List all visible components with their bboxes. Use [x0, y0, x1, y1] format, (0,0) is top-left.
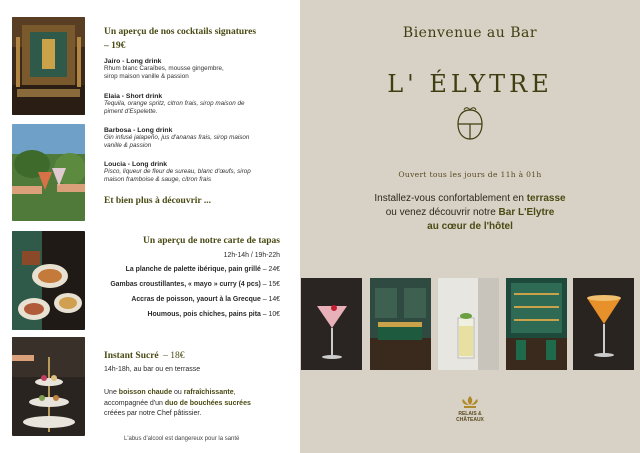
sucre-description: [104, 388, 294, 420]
menu-left-panel: [0, 0, 300, 453]
cocktail-item: [104, 58, 294, 81]
beetle-emblem-icon: [454, 106, 486, 142]
cocktail-desc: sirop maison vanille & passion: [104, 73, 189, 80]
cocktail-title: Loucia - Long drink: [104, 161, 168, 168]
pastry-photo: [12, 337, 85, 436]
cocktail-title: Jairo - Long drink: [104, 58, 162, 65]
tapas-row: [147, 311, 280, 318]
cocktail-toast-photo: [12, 124, 85, 221]
tapas-price: – 15€: [262, 281, 280, 288]
orange-cocktail-photo: [573, 278, 634, 370]
cocktail-desc: Gin infusé jalapeño, jus d'ananas frais, sirop maison: [104, 134, 250, 141]
sucre-hours: 14h-18h, au bar ou en terrasse: [104, 366, 201, 373]
cocktails-price: – 19€: [104, 41, 126, 51]
chateaux-text: CHÂTEAUX: [456, 417, 484, 423]
welcome-text-line: ou venez découvrir notre: [385, 207, 499, 218]
tapas-row: [126, 266, 280, 273]
tapas-heading: Un aperçu de notre carte de tapas: [142, 236, 280, 246]
cocktail-desc: Rhum blanc Caraïbes, mousse gingembre,: [104, 65, 224, 72]
welcome-highlight: terrasse: [526, 193, 566, 204]
sucre-title: Instant Sucré: [104, 351, 159, 361]
lounge-photo: [370, 278, 431, 370]
cocktail-item: [104, 127, 294, 150]
cocktail-desc: maison framboise & sauge, citron frais: [104, 176, 212, 183]
welcome-highlight: Bar L'Elytre: [498, 207, 555, 218]
tapas-name: Gambas croustillantes, « mayo » curry (4 pcs): [110, 281, 261, 288]
tapas-price: – 14€: [262, 296, 280, 303]
cocktail-item: [104, 161, 294, 184]
relais-chateaux-logo: [300, 411, 640, 423]
cocktail-title: Elaia - Short drink: [104, 93, 163, 100]
cocktail-desc: vanille & passion: [104, 142, 152, 149]
cocktail-title: Barbosa - Long drink: [104, 127, 173, 134]
sucre-text: créées par notre Chef pâtissier.: [104, 410, 202, 417]
cocktail-photo: [301, 278, 362, 370]
sucre-price: – 18€: [163, 351, 185, 361]
sucre-text: ou: [172, 389, 184, 396]
tapas-row: [131, 296, 280, 303]
brand-name: L' ÉLYTRE: [387, 70, 553, 98]
sucre-text: ,: [233, 389, 236, 396]
welcome-text-line: Installez-vous confortablement en: [374, 193, 527, 204]
tapas-photo: [12, 231, 85, 330]
sucre-heading: [104, 345, 184, 363]
relais-text: RELAIS &: [458, 411, 482, 417]
tapas-price: – 10€: [262, 311, 280, 318]
sucre-text: Une: [104, 389, 119, 396]
tapas-price: – 24€: [262, 266, 280, 273]
bar-interior-photo: [12, 17, 85, 115]
opening-hours: Ouvert tous les jours de 11h à 01h: [398, 170, 542, 179]
sucre-highlight: duo de bouchées sucrées: [164, 399, 251, 407]
sucre-text: accompagnée d'un: [104, 399, 165, 407]
cocktails-section: [104, 27, 256, 51]
alcohol-warning: L'abus d'alcool est dangereux pour la santé: [124, 436, 240, 442]
welcome-title: Bienvenue au Bar: [402, 25, 538, 41]
cocktail-desc: piment d'Espelette.: [104, 108, 158, 115]
drink-photo: [438, 278, 499, 370]
tapas-name: Accras de poisson, yaourt à la Grecque: [131, 296, 261, 303]
tapas-name: Houmous, pois chiches, pains pita: [147, 311, 261, 318]
cocktail-item: [104, 93, 294, 116]
more-to-discover: Et bien plus à découvrir ...: [104, 196, 211, 206]
bar-shelves-photo: [506, 278, 567, 370]
sucre-highlight: rafraîchissante: [183, 389, 234, 396]
menu-right-panel: [300, 0, 640, 453]
cocktail-desc: Pisco, liqueur de fleur de sureau, blanc d'œufs, sirop: [104, 168, 251, 175]
welcome-highlight: au cœur de l'hôtel: [427, 221, 513, 232]
tapas-name: La planche de palette ibérique, pain grillé: [125, 266, 261, 273]
welcome-text: [300, 192, 640, 234]
cocktail-desc: Tequila, orange spritz, citron frais, sirop maison de: [104, 100, 245, 107]
fleur-de-lis-icon: [456, 395, 484, 409]
cocktails-heading-text: Un aperçu de nos cocktails signatures: [104, 27, 257, 37]
sucre-highlight: boisson chaude: [118, 389, 173, 396]
tapas-row: [110, 281, 280, 288]
tapas-hours: 12h-14h / 19h-22h: [223, 252, 280, 259]
cocktails-heading: [104, 27, 256, 37]
